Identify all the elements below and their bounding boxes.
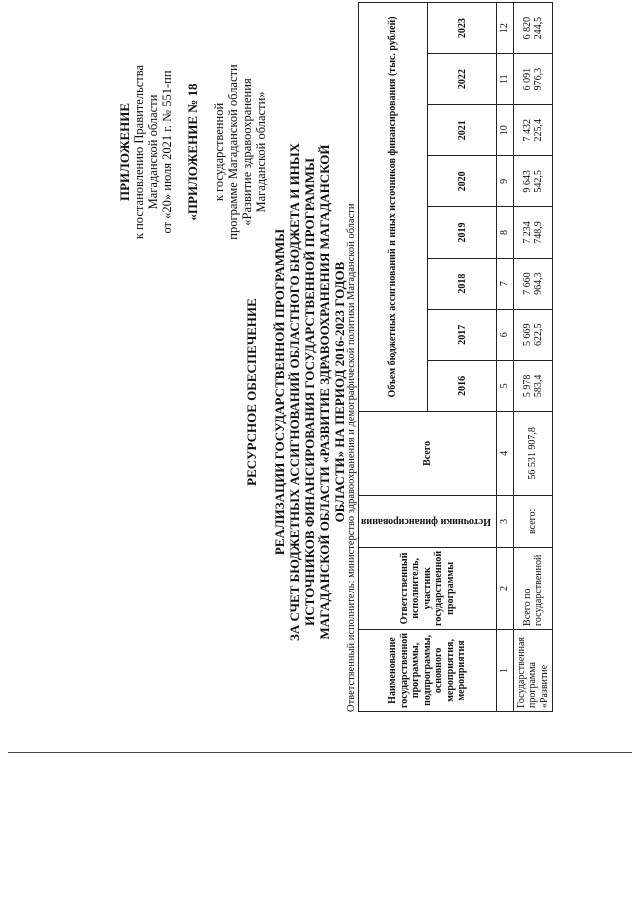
header-year: 2023	[428, 3, 497, 54]
appendix-line: программе Магаданской области	[226, 64, 240, 240]
col-number: 9	[497, 156, 514, 207]
appendix-line: от «20» июля 2021 г. № 551-пп	[160, 70, 174, 234]
col-number: 2	[497, 547, 514, 629]
header-responsible: Ответственный исполнитель, участник государственной программы	[359, 547, 497, 629]
heading-line: ОБЛАСТИ» НА ПЕРИОД 2016-2023 ГОДОВ	[332, 261, 347, 523]
col-number: 3	[497, 495, 514, 547]
responsible-executor: Ответственный исполнитель: министерство здравоохранения и демографической политики Магаданской области	[346, 203, 357, 712]
header-total: Всего	[359, 411, 497, 495]
heading-line: ИСТОЧНИКОВ ФИНАНСИРОВАНИЯ ГОСУДАРСТВЕННОЙ ПРОГРАММЫ	[302, 158, 317, 626]
row-value: 6 091 976,3	[513, 54, 553, 105]
table-header-row	[359, 3, 428, 712]
appendix-line: Магаданской области	[146, 94, 160, 210]
header-source-label: Источники финансирования	[361, 516, 491, 528]
col-number: 6	[497, 309, 514, 360]
appendix-line: Магаданской области»	[254, 91, 268, 213]
horizontal-rule	[8, 752, 632, 753]
header-year: 2019	[428, 207, 497, 258]
header-year: 2017	[428, 309, 497, 360]
row-value: 7 432 225,4	[513, 105, 553, 156]
col-number: 7	[497, 258, 514, 309]
header-year: 2021	[428, 105, 497, 156]
row-name: Государственная программа «Развитие	[513, 629, 553, 711]
header-year: 2022	[428, 54, 497, 105]
header-year: 2016	[428, 360, 497, 411]
header-year: 2018	[428, 258, 497, 309]
appendix-line: «Развитие здравоохранения	[240, 78, 254, 226]
document-heading	[244, 72, 347, 712]
col-number: 8	[497, 207, 514, 258]
heading-line: РЕСУРСНОЕ ОБЕСПЕЧЕНИЕ	[244, 298, 259, 486]
table-numbers-row	[497, 3, 514, 712]
row-value: 5 669 622,5	[513, 309, 553, 360]
header-source	[359, 495, 497, 547]
heading-line: МАГАДАНСКОЙ ОБЛАСТИ «РАЗВИТИЕ ЗДРАВООХРАНЕНИЯ МАГАДАНСКОЙ	[317, 144, 332, 640]
appendix-title-2: «ПРИЛОЖЕНИЕ № 18	[185, 83, 200, 221]
col-number: 4	[497, 411, 514, 495]
appendix-line: к государственной	[212, 102, 226, 202]
appendix-line: к постановлению Правительства	[132, 64, 146, 240]
col-number: 1	[497, 629, 514, 711]
col-number: 10	[497, 105, 514, 156]
row-total: 56 531 907,8	[513, 411, 553, 495]
row-value: 9 643 542,5	[513, 156, 553, 207]
resource-table	[358, 2, 553, 712]
col-number: 11	[497, 54, 514, 105]
heading-line: ЗА СЧЕТ БЮДЖЕТНЫХ АССИГНОВАНИЙ ОБЛАСТНОГО БЮДЖЕТА И ИНЫХ	[287, 142, 302, 642]
col-number: 5	[497, 360, 514, 411]
row-responsible: Всего по государственной	[513, 547, 553, 629]
row-value: 7 234 748,9	[513, 207, 553, 258]
appendix-title: ПРИЛОЖЕНИЕ	[117, 102, 132, 202]
row-value: 6 820 244,5	[513, 3, 553, 54]
row-value: 5 978 583,4	[513, 360, 553, 411]
row-value: 7 660 964,3	[513, 258, 553, 309]
header-year: 2020	[428, 156, 497, 207]
header-group: Объем бюджетных ассигнований и иных источников финансирования (тыс. рублей)	[359, 3, 428, 412]
header-name: Наименование государственной программы, подпрограммы, основного мероприятия, мероприятия	[359, 629, 497, 711]
table-row	[513, 3, 553, 712]
row-source: всего:	[513, 495, 553, 547]
heading-line: РЕАЛИЗАЦИИ ГОСУДАРСТВЕННОЙ ПРОГРАММЫ	[272, 228, 287, 556]
col-number: 12	[497, 3, 514, 54]
